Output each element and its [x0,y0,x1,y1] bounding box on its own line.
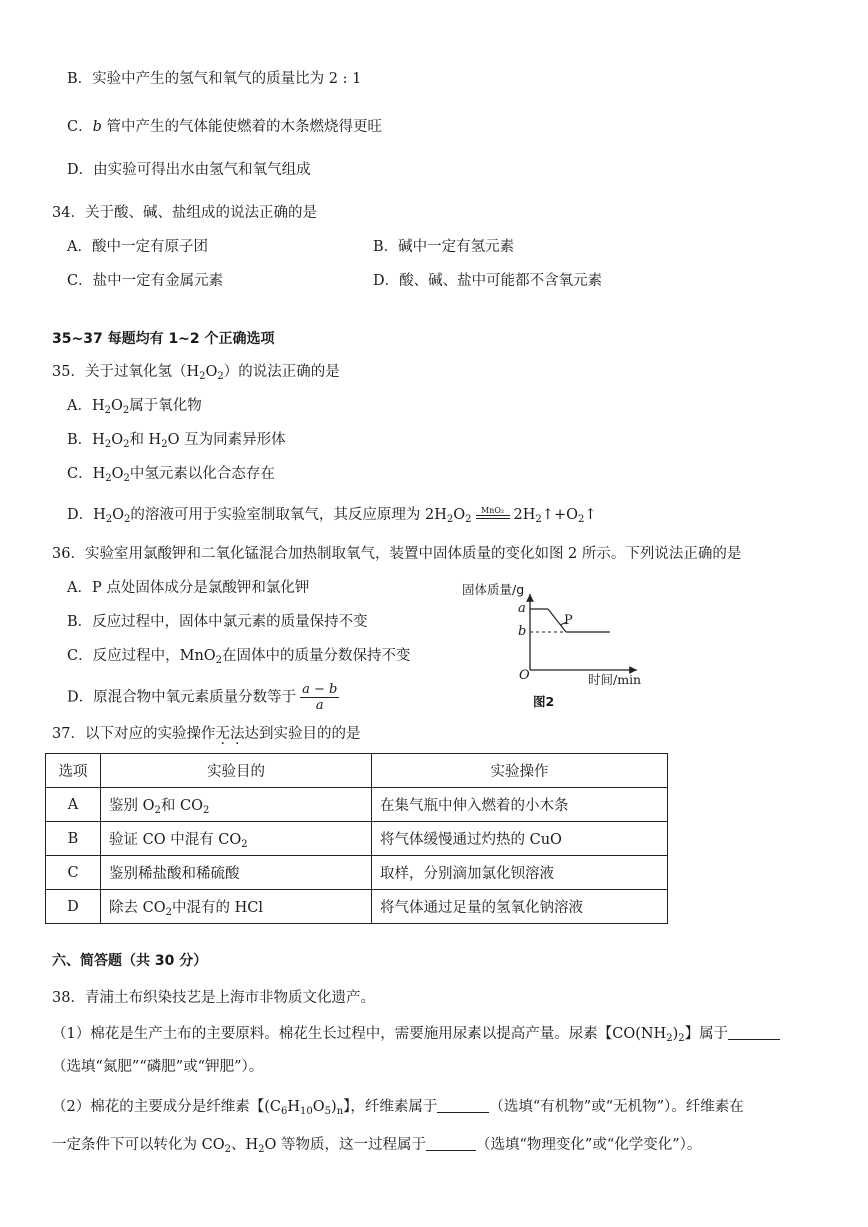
q36-option-c [67,646,411,666]
sub: 2 [258,1144,265,1155]
t: 属于氧化物 [129,398,202,414]
q34-option-b: B．碱中一定有氢元素 [373,239,515,255]
t: （1）棉花是生产土布的主要原料。棉花生长过程中，需要施用尿素以提高产量。尿素【CO(NH [52,1026,667,1042]
sub: 5 [324,1106,332,1117]
q38-part1-line2: （选填“氮肥”“磷肥”或“钾肥”）。 [52,1059,264,1075]
t: O [453,507,466,523]
sub: 2 [202,805,210,816]
table-cell [101,788,372,822]
t: ) [331,1099,337,1115]
q33-c-italic-b: b [92,119,102,135]
t: 2H [513,507,536,523]
figure-caption: 图2 [533,694,555,709]
t: 鉴别 O [109,798,155,814]
t: （选填“有机物”或“无机物”）。纤维素在 [489,1099,744,1115]
t: O 互为同素异形体 [167,432,286,448]
t: O [112,507,125,523]
table-cell: B [46,822,101,856]
q36-option-b: B．反应过程中，固体中氯元素的质量保持不变 [67,614,368,630]
sub: 2 [577,514,585,525]
label-a: a [518,601,526,616]
q37-table [45,753,668,924]
sub: 2 [105,473,112,484]
sub: 2 [104,439,112,450]
table-header: 实验目的 [101,754,372,788]
q38-part2-line2 [52,1135,701,1155]
sub: 2 [123,439,130,450]
table-cell: C [46,856,101,890]
table-cell: 将气体通过足量的氢氧化钠溶液 [372,890,668,924]
sub: 2 [199,371,206,382]
q34-option-d: D．酸、碱、盐中可能都不含氧元素 [373,273,603,289]
t: 】属于 [684,1026,729,1042]
table-header: 实验操作 [372,754,668,788]
sub: 2 [446,514,454,525]
sub: 2 [465,514,472,525]
t: O [312,1099,325,1115]
q35-option-c [67,464,275,484]
t: C．反应过程中，MnO [67,648,216,664]
q35-stem [52,362,340,382]
q35-option-a [67,396,202,416]
sub: 2 [124,514,131,525]
table-cell: 在集气瓶中伸入燃着的小木条 [372,788,668,822]
t: 在固体中的质量分数保持不变 [222,648,411,664]
table-row [46,856,668,890]
t: （选填“物理变化”或“化学变化”）。 [476,1137,702,1153]
q35-option-d [67,505,597,525]
sub: 2 [241,839,248,850]
t: C．H [67,466,106,482]
q36-option-d [67,682,339,713]
answer-blank[interactable] [437,1098,489,1113]
label-b: b [518,624,527,639]
t: 的溶液可用于实验室制取氧气，其反应原理为 2H [130,507,447,523]
q38-part2-line1 [52,1097,744,1117]
sub: 2 [154,805,161,816]
q34-option-c: C．盐中一定有金属元素 [67,273,224,289]
q33-c-text: 管中产生的气体能使燃着的木条燃烧得更旺 [101,119,383,135]
table-row [46,822,668,856]
table-cell [101,890,372,924]
sub: 2 [105,514,113,525]
table-cell: A [46,788,101,822]
table-header-row [46,754,668,788]
q38-part1-line1 [52,1024,780,1044]
t: D．H [67,507,106,523]
catalyst-label: MnO₂ [480,506,505,515]
table-cell: 将气体缓慢通过灼热的 CuO [372,822,668,856]
t: D．原混合物中氧元素质量分数等于 [67,689,297,706]
sub: 10 [300,1106,313,1117]
fraction-denominator: a [315,698,324,713]
figure-2 [462,580,652,712]
t: 验证 CO 中混有 CO [109,832,242,848]
q36-stem: 36．实验室用氯酸钾和二氧化锰混合加热制取氧气，装置中固体质量的变化如图 2 所示。下列说法正确的是 [52,546,742,562]
q34-stem: 34．关于酸、碱、盐组成的说法正确的是 [52,205,317,221]
q33-option-d: D．由实验可得出水由氢气和氧气组成 [67,162,311,178]
section-six-title: 六、简答题（共 30 分） [52,953,208,969]
t: H [287,1099,301,1115]
fraction-numerator: a − b [302,682,338,697]
q33-option-c [67,117,382,137]
t: ↑ [584,507,597,523]
q35-option-b [67,430,286,450]
answer-blank[interactable] [426,1136,476,1151]
sub: 2 [678,1033,685,1044]
t: B．H [67,432,105,448]
q35-stem-pre: 35．关于过氧化氢（H [52,364,200,380]
t: 中氢元素以化合态存在 [129,466,275,482]
t: ↑+O [541,507,578,523]
y-axis-label: 固体质量/g [462,582,525,597]
section-note: 35~37 每题均有 1~2 个正确选项 [52,331,275,347]
table-cell: D [46,890,101,924]
q35-stem-post: ）的说法正确的是 [223,364,340,380]
sub: 2 [217,371,224,382]
t: O [111,398,123,414]
sub: 2 [122,405,130,416]
t: 和 CO [160,798,203,814]
q35-o: O [205,364,218,380]
answer-blank[interactable] [728,1025,780,1040]
table-cell [101,822,372,856]
sub: n [336,1106,344,1117]
t: O [111,466,124,482]
t: 一定条件下可以转化为 CO [52,1137,225,1153]
t: ) [672,1026,679,1042]
table-row [46,890,668,924]
emphasis-char: 无 [215,726,230,742]
t: 、H [230,1137,259,1153]
t: 达到实验目的的是 [244,726,361,742]
emphasis-char: 法 [229,726,245,742]
t: （2）棉花的主要成分是纤维素【(C [52,1099,281,1115]
t: 中混有的 HCl [171,900,263,916]
table-header: 选项 [46,754,101,788]
sub: 2 [215,655,223,666]
t: 37．以下对应的实验操作 [52,726,216,742]
q38-stem: 38．青浦土布织染技艺是上海市非物质文化遗产。 [52,990,375,1006]
equals-sign [476,515,510,519]
q34-option-a: A．酸中一定有原子团 [67,239,208,255]
sub: 2 [666,1033,673,1044]
sub: 2 [535,514,542,525]
table-cell: 取样，分别滴加氯化钡溶液 [372,856,668,890]
x-axis-label: 时间/min [588,672,642,687]
t: 和 H [129,432,162,448]
q37-stem [52,724,360,744]
sub: 6 [280,1106,288,1117]
table-row [46,788,668,822]
t: O [111,432,124,448]
reaction-condition [476,506,510,519]
table-cell: 鉴别稀盐酸和稀硫酸 [101,856,372,890]
label-origin: O [519,668,530,683]
t: 】，纤维素属于 [343,1099,438,1115]
sub: 2 [161,439,168,450]
fraction [300,682,339,713]
sub: 2 [165,907,172,918]
label-p: P [564,613,573,628]
sub: 2 [123,473,130,484]
t: A．H [67,398,105,414]
q36-option-a: A．P 点处固体成分是氯酸钾和氯化钾 [67,580,310,596]
q33-option-b: B．实验中产生的氢气和氧气的质量比为 2 : 1 [67,71,362,87]
sub: 2 [224,1144,231,1155]
sub: 2 [104,405,111,416]
q33-c-prefix: C． [67,119,93,135]
t: O 等物质，这一过程属于 [264,1137,426,1153]
t: 除去 CO [109,900,166,916]
